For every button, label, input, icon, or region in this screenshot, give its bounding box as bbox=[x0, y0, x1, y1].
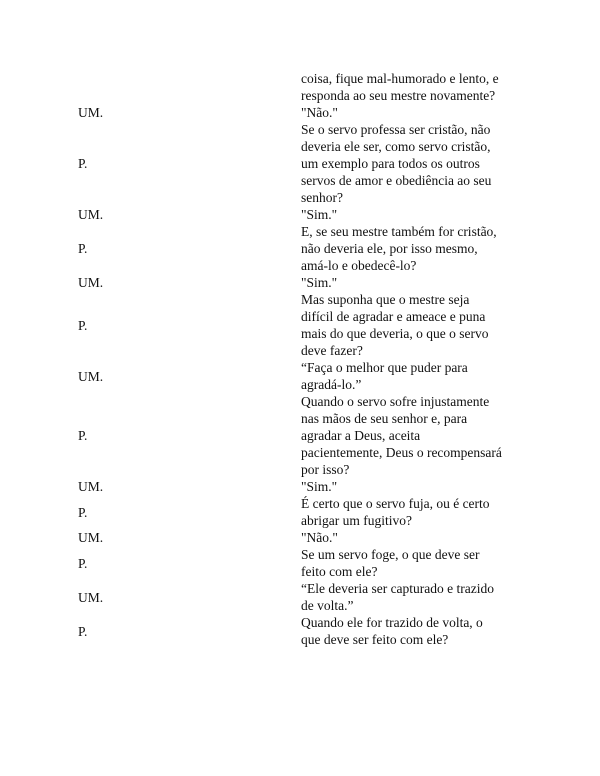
speaker-label: P. bbox=[78, 428, 88, 443]
speech-line: Se o servo professa ser cristão, não bbox=[301, 122, 491, 137]
speaker-label: UM. bbox=[78, 275, 104, 290]
speech-text bbox=[301, 495, 533, 529]
document-page bbox=[0, 70, 600, 648]
speech-line: amá-lo e obedecê-lo? bbox=[301, 258, 417, 273]
speaker-label: UM. bbox=[78, 207, 104, 222]
speech-line: de volta.” bbox=[301, 598, 354, 613]
dialogue-row bbox=[0, 104, 600, 121]
speech-line: não deveria ele, por isso mesmo, bbox=[301, 241, 478, 256]
speech-line: abrigar um fugitivo? bbox=[301, 513, 412, 528]
speech-line: "Sim." bbox=[301, 479, 338, 494]
speech-line: "Sim." bbox=[301, 275, 338, 290]
speaker-label: UM. bbox=[78, 530, 104, 545]
speech-line: Quando o servo sofre injustamente bbox=[301, 394, 490, 409]
speech-line: agradá-lo.” bbox=[301, 377, 362, 392]
speech-text bbox=[301, 104, 533, 121]
dialogue-row bbox=[0, 393, 600, 478]
dialogue-row bbox=[0, 206, 600, 223]
speech-text bbox=[301, 393, 533, 478]
speech-line: um exemplo para todos os outros bbox=[301, 156, 480, 171]
speech-text bbox=[301, 546, 533, 580]
speech-line: deve fazer? bbox=[301, 343, 363, 358]
dialogue-row bbox=[0, 614, 600, 648]
dialogue-row bbox=[0, 223, 600, 274]
dialogue-row bbox=[0, 70, 600, 104]
speech-text bbox=[301, 121, 533, 206]
speech-line: mais do que deveria, o que o servo bbox=[301, 326, 489, 341]
speech-line: "Não." bbox=[301, 105, 338, 120]
speech-line: coisa, fique mal-humorado e lento, e bbox=[301, 71, 499, 86]
speech-line: "Sim." bbox=[301, 207, 338, 222]
dialogue-row bbox=[0, 291, 600, 359]
dialogue-row bbox=[0, 580, 600, 614]
speaker-label: P. bbox=[78, 156, 88, 171]
speech-text bbox=[301, 274, 533, 291]
speech-line: por isso? bbox=[301, 462, 350, 477]
speech-text bbox=[301, 206, 533, 223]
dialogue-row bbox=[0, 546, 600, 580]
speaker-label: P. bbox=[78, 317, 88, 333]
speaker-label: UM. bbox=[78, 589, 104, 605]
speech-text bbox=[301, 359, 533, 393]
speaker-label: UM. bbox=[78, 105, 104, 120]
dialogue-row bbox=[0, 529, 600, 546]
speech-line: pacientemente, Deus o recompensará bbox=[301, 445, 502, 460]
speech-line: E, se seu mestre também for cristão, bbox=[301, 224, 497, 239]
speech-line: nas mãos de seu senhor e, para bbox=[301, 411, 468, 426]
speaker-label: UM. bbox=[78, 479, 104, 494]
speaker-label: P. bbox=[78, 504, 88, 520]
speech-text bbox=[301, 529, 533, 546]
speech-line: responda ao seu mestre novamente? bbox=[301, 88, 496, 103]
speech-text bbox=[301, 70, 533, 104]
speech-line: deveria ele ser, como servo cristão, bbox=[301, 139, 491, 154]
speech-text bbox=[301, 478, 533, 495]
speech-line: Quando ele for trazido de volta, o bbox=[301, 615, 483, 630]
speech-line: agradar a Deus, aceita bbox=[301, 428, 421, 443]
speech-line: Mas suponha que o mestre seja bbox=[301, 292, 470, 307]
speech-line: “Ele deveria ser capturado e trazido bbox=[301, 581, 495, 596]
speech-line: É certo que o servo fuja, ou é certo bbox=[301, 496, 490, 511]
speech-text bbox=[301, 291, 533, 359]
speech-line: “Faça o melhor que puder para bbox=[301, 360, 468, 375]
speech-line: Se um servo foge, o que deve ser bbox=[301, 547, 480, 562]
speech-line: "Não." bbox=[301, 530, 338, 545]
speaker-label: P. bbox=[78, 623, 88, 639]
speech-line: senhor? bbox=[301, 190, 343, 205]
speech-line: servos de amor e obediência ao seu bbox=[301, 173, 492, 188]
speech-text bbox=[301, 580, 533, 614]
dialogue-row bbox=[0, 359, 600, 393]
speech-text bbox=[301, 614, 533, 648]
speaker-label: UM. bbox=[78, 368, 104, 384]
speech-line: difícil de agradar e ameace e puna bbox=[301, 309, 486, 324]
dialogue-row bbox=[0, 495, 600, 529]
speech-text bbox=[301, 223, 533, 274]
speech-line: feito com ele? bbox=[301, 564, 378, 579]
dialogue-row bbox=[0, 274, 600, 291]
dialogue-row bbox=[0, 478, 600, 495]
dialogue-row bbox=[0, 121, 600, 206]
speaker-label: P. bbox=[78, 241, 88, 256]
speech-line: que deve ser feito com ele? bbox=[301, 632, 449, 647]
speaker-label: P. bbox=[78, 555, 88, 571]
